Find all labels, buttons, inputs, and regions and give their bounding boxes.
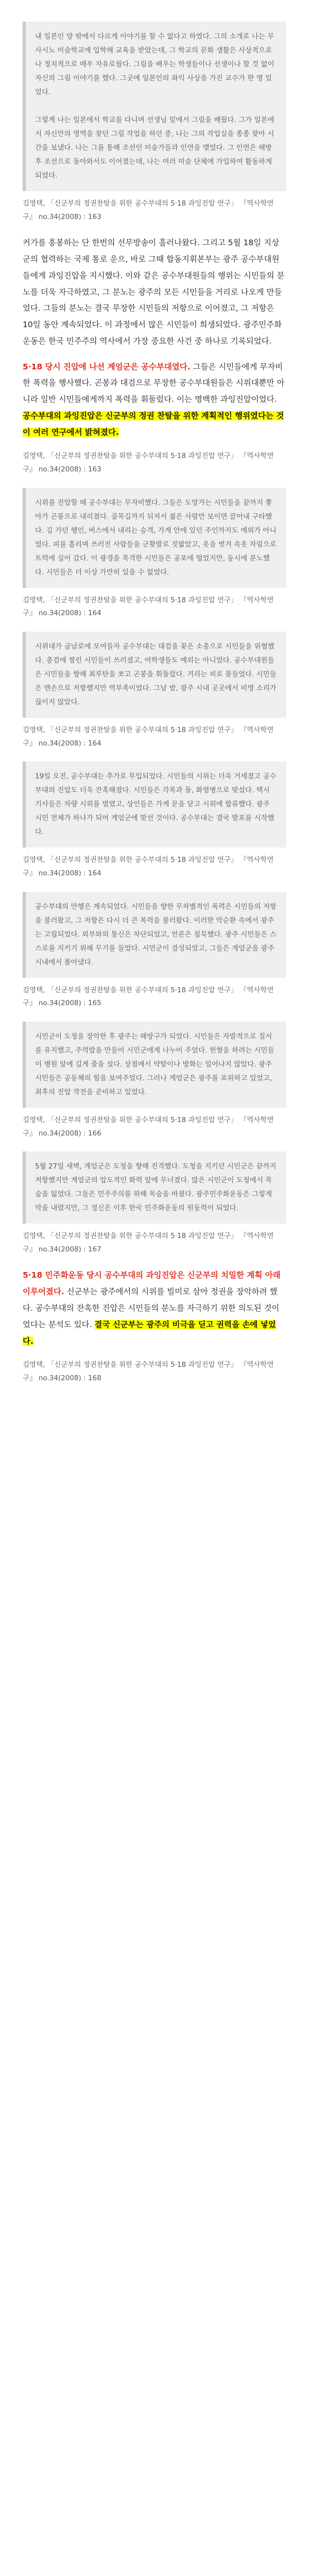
body-paragraph: 커가를 흥봉하는 단 한번의 선무방송이 흘러나왔다. 그리고 5월 18일 지상군의 협력하는 국제 통로 운으, 바로 그때 합동지휘본부는 광주 공수부대원들에게 과잉진압을 지시했다. 이와 같은 공수부대원들의 행위는 시민들의 분노를 더욱 자극하였고, 그 분노는 광주의 모든 시민들을 거리로 나오게 만들었다. 그들의 분노는 결국 무장한 시민들의 저항으로 이어졌고, 그 저항은 10일 동안 계속되었다. 이 과정에서 많은 시민들이 희생되었다. 광주민주화운동은 한국 민주주의 역사에서 가장 중요한 사건 중 하나로 기록되었다. [23,238,285,346]
quote-text: 시위를 진압할 때 공수부대는 무자비했다. 그들은 도망가는 시민들을 끝까지 쫓아가 곤봉으로 내리쳤다. 골목길까지 뒤져서 젊은 사람만 보이면 끌어내 구타했다. 길 가던 행인, 버스에서 내리는 승객, 가게 안에 있던 주인까지도 예외가 아니었다. 피를 흘리며 쓰러진 사람들을 군홧발로 짓밟았고, 옷을 벗겨 속옷 차림으로 트럭에 실어 갔다. 이 광경을 목격한 시민들은 공포에 떨었지만, 동시에 분노했다. 시민들은 더 이상 가만히 있을 수 없었다. [35,498,279,577]
block-quote [23,632,286,718]
citation: 김영택, 「신군부의 정권찬탈을 위한 공수부대의 5·18 과잉진압 연구」 『역사학연구』 no.34(2008) : 164 [23,726,274,748]
quote-text: 19일 오전, 공수부대는 추가로 투입되었다. 시민들의 시위는 더욱 거세졌고 공수부대의 진압도 더욱 잔혹해졌다. 시민들은 각목과 돌, 화염병으로 맞섰다. 택시 기사들은 차량 시위를 벌였고, 상인들은 가게 문을 닫고 시위에 합류했다. 광주 시민 전체가 하나가 되어 계엄군에 맞선 것이다. 공수부대는 결국 발포를 시작했다. [35,772,277,837]
block-quote [23,488,286,588]
citation: 김영택, 「신군부의 정권찬탈을 위한 공수부대의 5·18 과잉진압 연구」 『역사학연구』 no.34(2008) : 165 [23,986,274,1008]
quote-text: 시민군이 도청을 장악한 후 광주는 해방구가 되었다. 시민들은 자발적으로 질서를 유지했고, 주먹밥을 만들어 시민군에게 나누어 주었다. 헌혈을 하려는 시민들이 병원 앞에 길게 줄을 섰다. 상점에서 약탈이나 방화는 일어나지 않았다. 광주 시민들은 공동체의 힘을 보여주었다. 그러나 계엄군은 광주를 포위하고 있었고, 최후의 진압 작전을 준비하고 있었다. [35,1032,274,1096]
quote-text: 공수부대의 만행은 계속되었다. 시민들을 향한 무차별적인 폭력은 시민들의 저항을 불러왔고, 그 저항은 다시 더 큰 폭력을 불러왔다. 이러한 악순환 속에서 광주는 고립되었다. 외부와의 통신은 차단되었고, 언론은 침묵했다. 광주 시민들은 스스로를 지키기 위해 무기를 들었다. 시민군이 결성되었고, 그들은 계엄군을 광주 시내에서 몰아냈다. [35,902,277,967]
emphasized-paragraph [23,359,286,441]
citation: 김영택, 「신군부의 정권찬탈을 위한 공수부대의 5·18 과잉진압 연구」 『역사학연구』 no.34(2008) : 163 [23,452,274,474]
block-quote [23,1151,286,1224]
paragraph-text: 그들은 시민들에게 무자비한 폭력을 행사했다. 곤봉과 대검으로 무장한 공수부대원들은 시위대뿐만 아니라 일반 시민들에게까지 폭력을 휘둘렀다. 이는 명백한 과잉진압이었다. [23,362,285,404]
quote-text: 시위대가 금남로에 모여들자 공수부대는 대검을 꽂은 소총으로 시민들을 위협했다. 총검에 찔린 시민들이 쓰러졌고, 여학생들도 예외는 아니었다. 공수부대원들은 시민들을 향해 최루탄을 쏘고 곤봉을 휘둘렀다. 거리는 피로 물들었다. 시민들은 맨손으로 저항했지만 역부족이었다. 그날 밤, 광주 시내 곳곳에서 비명 소리가 끊이지 않았다. [35,642,279,707]
citation: 김영택, 「신군부의 정권찬탈을 위한 공수부대의 5·18 과잉진압 연구」 『역사학연구』 no.34(2008) : 163 [23,199,274,221]
citation: 김영택, 「신군부의 정권찬탈을 위한 공수부대의 5·18 과잉진압 연구」 『역사학연구』 no.34(2008) : 164 [23,596,274,618]
yellow-highlight-text: 공수부대의 과잉진압은 신군부의 정권 찬탈을 위한 계획적인 행위였다는 것이 여러 연구에서 밝혀졌다. [23,411,284,437]
citation: 김영택, 「신군부의 정권찬탈을 위한 공수부대의 5·18 과잉진압 연구」 『역사학연구』 no.34(2008) : 168 [23,1361,274,1382]
block-quote [23,761,286,848]
red-highlight-text: 5·18 당시 진압에 나선 계엄군은 공수부대였다. [23,362,191,371]
red-highlight-text: 5·18 민주화운동 당시 공수부대의 과잉진압은 신군부의 치밀한 계획 아래 이루어졌다. [23,1270,284,1297]
citation: 김영택, 「신군부의 정권찬탈을 위한 공수부대의 5·18 과잉진압 연구」 『역사학연구』 no.34(2008) : 164 [23,856,274,877]
block-quote [23,892,286,978]
citation: 김영택, 「신군부의 정권찬탈을 위한 공수부대의 5·18 과잉진압 연구」 『역사학연구』 no.34(2008) : 167 [23,1232,274,1253]
quote-text: 내 일본인 양 밖에서 다르게 이야기를 할 수 없다고 하였다. 그의 소개로 나는 무사시노 미술학교에 입학해 교육을 받았는데, 그 학교의 문화 생활은 사상적으로나 정치적으로 매우 자유로웠다. 그림을 배우는 학생들이나 선생이나 할 것 없이 자신의 그림 이야기를 했다. 그곳에 일본인의 좌익 사상을 가진 교수가 한 명 있었다. 그렇게 나는 일본에서 학교를 다니며 선생님 밑에서 그림을 배웠다. 그가 일본에서 자신만의 영역을 찾던 그림 작업을 하던 중, 나는 그의 작업실을 종종 찾아 시간을 보냈다. 나는 그를 통해 조선인 미술가들과 인연을 맺었다. 그 인연은 해방 후 조선으로 돌아와서도 이어졌는데, 나는 여러 미술 단체에 가입하여 활동하게 되었다. [35,32,274,180]
citation: 김영택, 「신군부의 정권찬탈을 위한 공수부대의 5·18 과잉진압 연구」 『역사학연구』 no.34(2008) : 166 [23,1115,274,1138]
yellow-highlight-text: 결국 신군부는 광주의 비극을 딛고 권력을 손에 넣었다. [23,1319,276,1346]
paragraph-text: 신군부는 광주에서의 시위를 빌미로 삼아 정권을 장악하려 했다. 공수부대의 잔혹한 진압은 시민들의 분노를 자극하기 위한 의도된 것이었다는 분석도 있다. [23,1287,280,1329]
block-quote [23,1022,286,1108]
emphasized-paragraph [23,1267,286,1349]
quote-text: 5월 27일 새벽, 계엄군은 도청을 향해 진격했다. 도청을 지키던 시민군은 끝까지 저항했지만 계엄군의 압도적인 화력 앞에 무너졌다. 많은 시민군이 도청에서 목숨을 잃었다. 그들은 민주주의를 위해 목숨을 바쳤다. 광주민주화운동은 그렇게 막을 내렸지만, 그 정신은 이후 한국 민주화운동의 원동력이 되었다. [35,1162,279,1213]
block-quote [23,22,286,191]
